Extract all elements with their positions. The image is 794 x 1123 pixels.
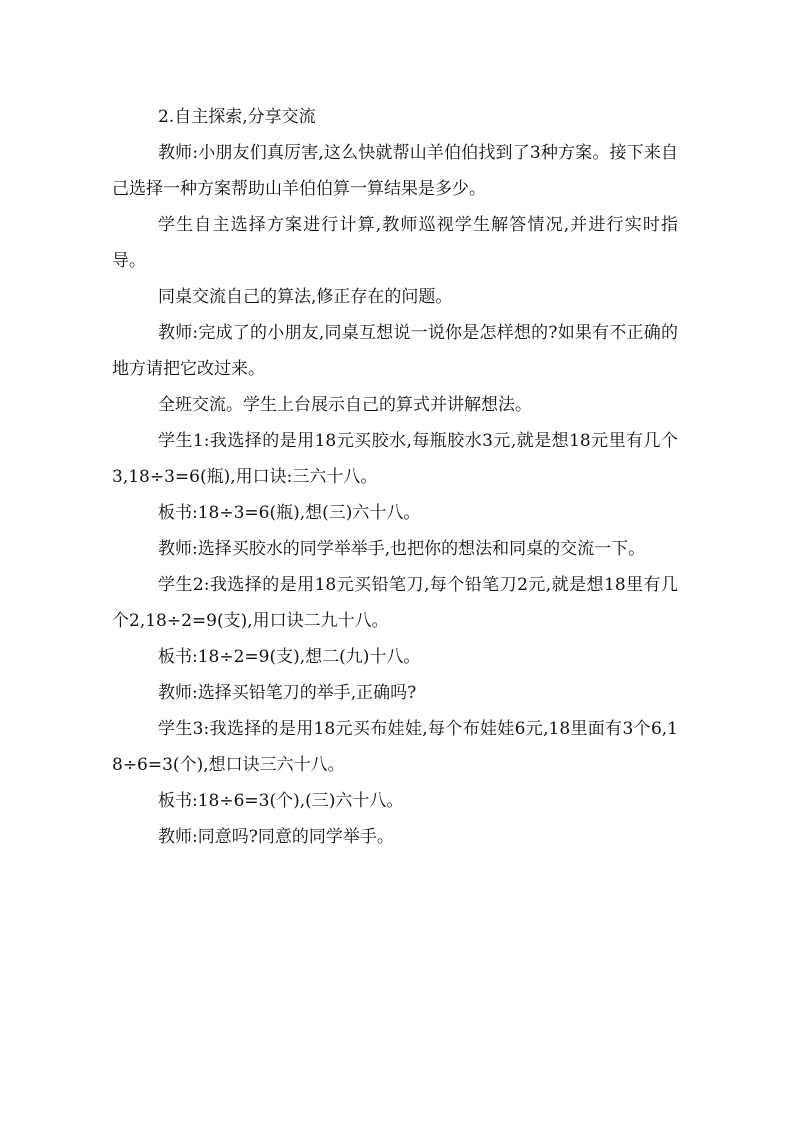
paragraph: 学生2:我选择的是用18元买铅笔刀,每个铅笔刀2元,就是想18里有几个2,18÷2=9(支),用口诀二九十八。: [112, 575, 678, 631]
section-heading: 2.自主探索,分享交流: [158, 107, 316, 127]
paragraph: 教师:选择买胶水的同学举举手,也把你的想法和同桌的交流一下。: [158, 539, 646, 559]
paragraph: 学生自主选择方案进行计算,教师巡视学生解答情况,并进行实时指导。: [112, 215, 678, 271]
paragraph: 学生3:我选择的是用18元买布娃娃,每个布娃娃6元,18里面有3个6,18÷6=3(个),想口诀三六十八。: [112, 719, 678, 775]
paragraph: 教师:选择买铅笔刀的举手,正确吗?: [158, 683, 417, 703]
paragraph: 学生1:我选择的是用18元买胶水,每瓶胶水3元,就是想18元里有几个3,18÷3=6(瓶),用口诀:三六十八。: [112, 431, 678, 487]
paragraph: 同桌交流自己的算法,修正存在的问题。: [158, 287, 453, 307]
paragraph: 板书:18÷2=9(支),想二(九)十八。: [158, 647, 421, 667]
paragraph: 全班交流。学生上台展示自己的算式并讲解想法。: [158, 395, 532, 415]
document-body: [112, 99, 678, 855]
paragraph: 板书:18÷3=6(瓶),想(三)六十八。: [158, 503, 421, 523]
paragraph: 教师:完成了的小朋友,同桌互想说一说你是怎样想的?如果有不正确的地方请把它改过来。: [112, 323, 678, 379]
paragraph: 教师:同意吗?同意的同学举手。: [158, 827, 394, 847]
paragraph: 板书:18÷6=3(个),(三)六十八。: [158, 791, 404, 811]
paragraph: 教师:小朋友们真厉害,这么快就帮山羊伯伯找到了3种方案。接下来自己选择一种方案帮助山羊伯伯算一算结果是多少。: [112, 143, 678, 199]
